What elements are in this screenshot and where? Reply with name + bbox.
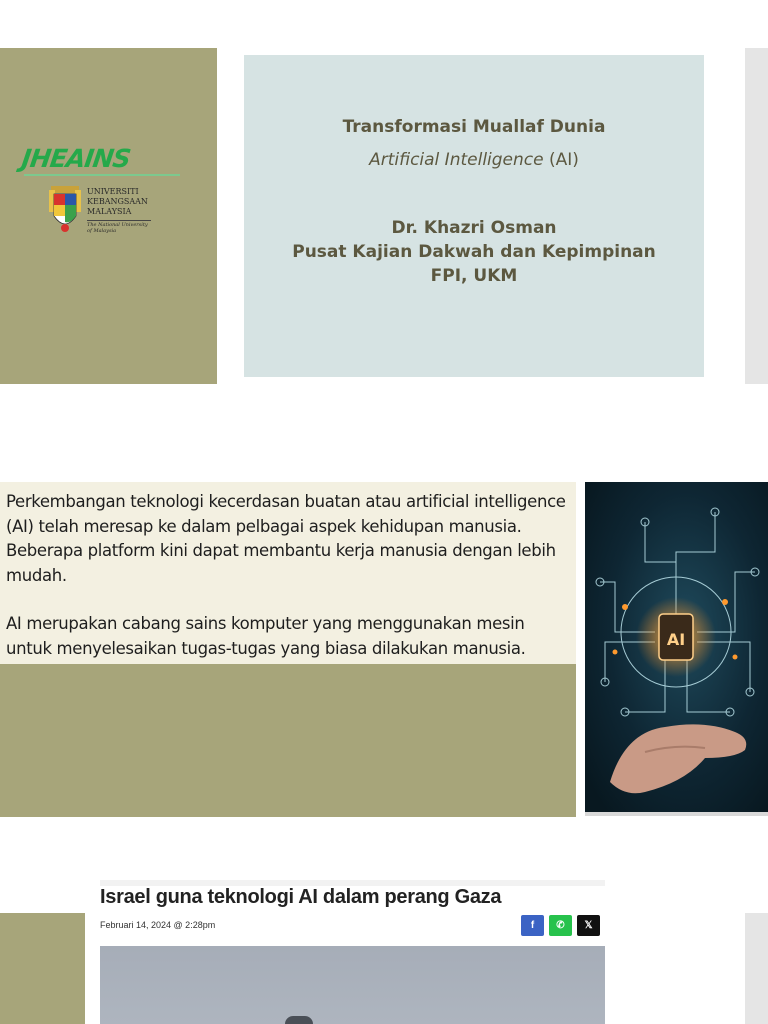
jheains-logo: JHEAINS: [19, 144, 132, 173]
image-bottom-border: [585, 812, 768, 816]
aircraft-silhouette: [285, 1016, 313, 1024]
whatsapp-icon: ✆: [556, 920, 565, 931]
whatsapp-share-button[interactable]: [549, 915, 572, 936]
x-icon: 𝕏: [584, 920, 593, 931]
paragraph-ai-definition: AI merupakan cabang sains komputer yang menggunakan mesin untuk menyelesaikan tugas-tugas yang biasa dilakukan manusia.: [6, 614, 526, 658]
news-headline[interactable]: Israel guna teknologi AI dalam perang Gaza: [100, 886, 502, 908]
slide3-right-edge: [745, 913, 768, 1024]
next-slide-edge: [745, 48, 768, 384]
author-name: Dr. Khazri Osman: [391, 218, 557, 238]
facebook-share-button[interactable]: [521, 915, 544, 936]
jheains-logo-underline: [24, 174, 180, 176]
university-divider: [87, 220, 151, 221]
department-name: Pusat Kajian Dakwah dan Kepimpinan: [292, 242, 656, 262]
ukm-crest-icon: [48, 186, 82, 236]
university-name: UNIVERSITI KEBANGSAAN MALAYSIA: [87, 187, 148, 216]
ai-chip-label: AI: [666, 630, 686, 649]
slide3-left-panel: [0, 913, 85, 1024]
news-date: Februari 14, 2024 @ 2:28pm: [100, 920, 216, 930]
university-subtitle: The National University of Malaysia: [87, 222, 148, 234]
x-share-button[interactable]: [577, 915, 600, 936]
title-panel: [244, 55, 704, 377]
slide-subtitle: Artificial Intelligence (AI): [369, 150, 579, 170]
news-photo: [100, 946, 605, 1024]
faculty-name: FPI, UKM: [430, 266, 518, 286]
slide-title: Transformasi Muallaf Dunia: [342, 117, 606, 137]
paragraph-ai-intro: Perkembangan teknologi kecerdasan buatan atau artificial intelligence (AI) telah meresap ke dalam pelbagai aspek kehidupan manusia. Beberapa platform kini dapat membantu kerja manusia dengan lebih mudah.: [6, 492, 566, 585]
facebook-icon: f: [530, 920, 535, 931]
ai-hand-circuit-image: [585, 482, 768, 812]
